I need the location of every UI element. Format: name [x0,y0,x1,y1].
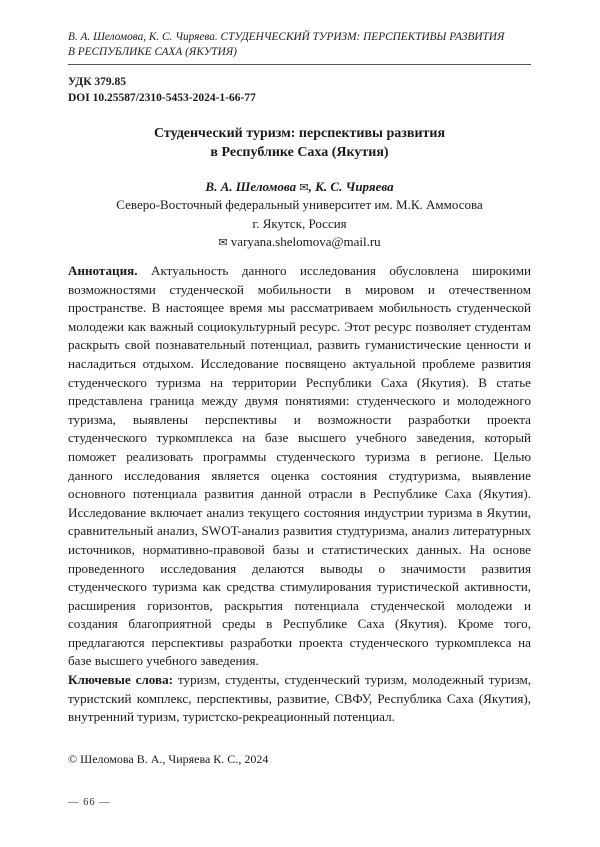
university-name: Северо-Восточный федеральный университет им. М.К. Аммосова [116,197,483,212]
udk-block [68,74,256,106]
article-title-line-2: в Республике Саха (Якутия) [210,144,389,160]
envelope-icon: ✉ [299,181,309,194]
city: г. Якутск, Россия [252,215,347,231]
keywords-text: туризм, студенты, студенческий туризм, молодежный туризм, туристский комплекс, перспективы, развитие, СВФУ, Республика Саха (Якутия), внутренний туризм, туристско-рекреационный потенциал. [68,672,532,725]
header-rule [68,64,531,65]
running-head-line-1: В. А. Шеломова, К. С. Чиряева. СТУДЕНЧЕСКИЙ ТУРИЗМ: ПЕРСПЕКТИВЫ РАЗВИТИЯ [68,31,505,43]
udk-code: УДК 379.85 [68,76,127,88]
keywords-paragraph [68,671,531,727]
abstract-label: Аннотация. [68,263,138,278]
article-title-line-1: Студенческий туризм: перспективы развития [153,126,446,141]
abstract-text: Актуальность данного исследования обусловлена широкими возможностями студенческой мобильности в мировом и отечественном пространстве. В настоящее время мы рассматриваем мобильность студенческой молодежи как важный социокультурный ресурс. Этот ресурс позволяет студентам раскрыть свой познавательный потенциал, развить гуманистические ценности и насладиться отдыхом. Исследование посвящено актуальной проблеме развития студенческого туризма на территории Республики Саха (Якутия). В статье представлена граница между двумя понятиями: студенческого и молодежного туризма, выявлены перспективы и возможности разработки проекта студенческого туркомплекса на базе высшего учебного заведения, который поможет реализовать программы студенческого туризма в регионе. Целью данного исследования является оценка состояния студтуризма, выявление основного потенциала развития данной отрасли в Республике Саха (Якутия). Исследование включает анализ текущего состояния индустрии туризма в Якутии, сравнительный анализ, SWOT-анализ развития студтуризма, анализ литературных источников, нормативно-правовой базы и статистических данных. На основе проведенного исследования делаются выводы о значимости развития студенческого туризма как средства стимулирования туристической активности, расширения горизонтов, раскрытия потенциала студенческой молодежи и создания благоприятной среды в Республике Саха (Якутия). Кроме того, предлагаются перспективы разработки проекта студенческого туркомплекса на базе высшего учебного заведения. [68,263,531,669]
author-2: К. С. Чиряева [315,179,394,194]
doi-code: DOI 10.25587/2310-5453-2024-1-66-77 [68,92,256,104]
envelope-icon: ✉ [218,236,228,249]
affiliation [68,196,531,253]
running-head [68,30,538,60]
article-title [68,125,531,162]
authors: В. А. Шеломова ✉, К. С. Чиряева [205,179,394,194]
copyright: © Шеломова В. А., Чиряева К. С., 2024 [68,752,269,766]
running-head-line-2: В РЕСПУБЛИКЕ САХА (ЯКУТИЯ) [68,46,237,58]
abstract-paragraph [68,262,531,671]
keywords-label: Ключевые слова: [68,672,173,688]
abstract-section [68,262,531,727]
email-address[interactable]: varyana.shelomova@mail.ru [230,234,381,249]
page-number: — 66 — [68,797,111,808]
email-line [68,233,531,253]
author-1: В. А. Шеломова [205,179,297,194]
